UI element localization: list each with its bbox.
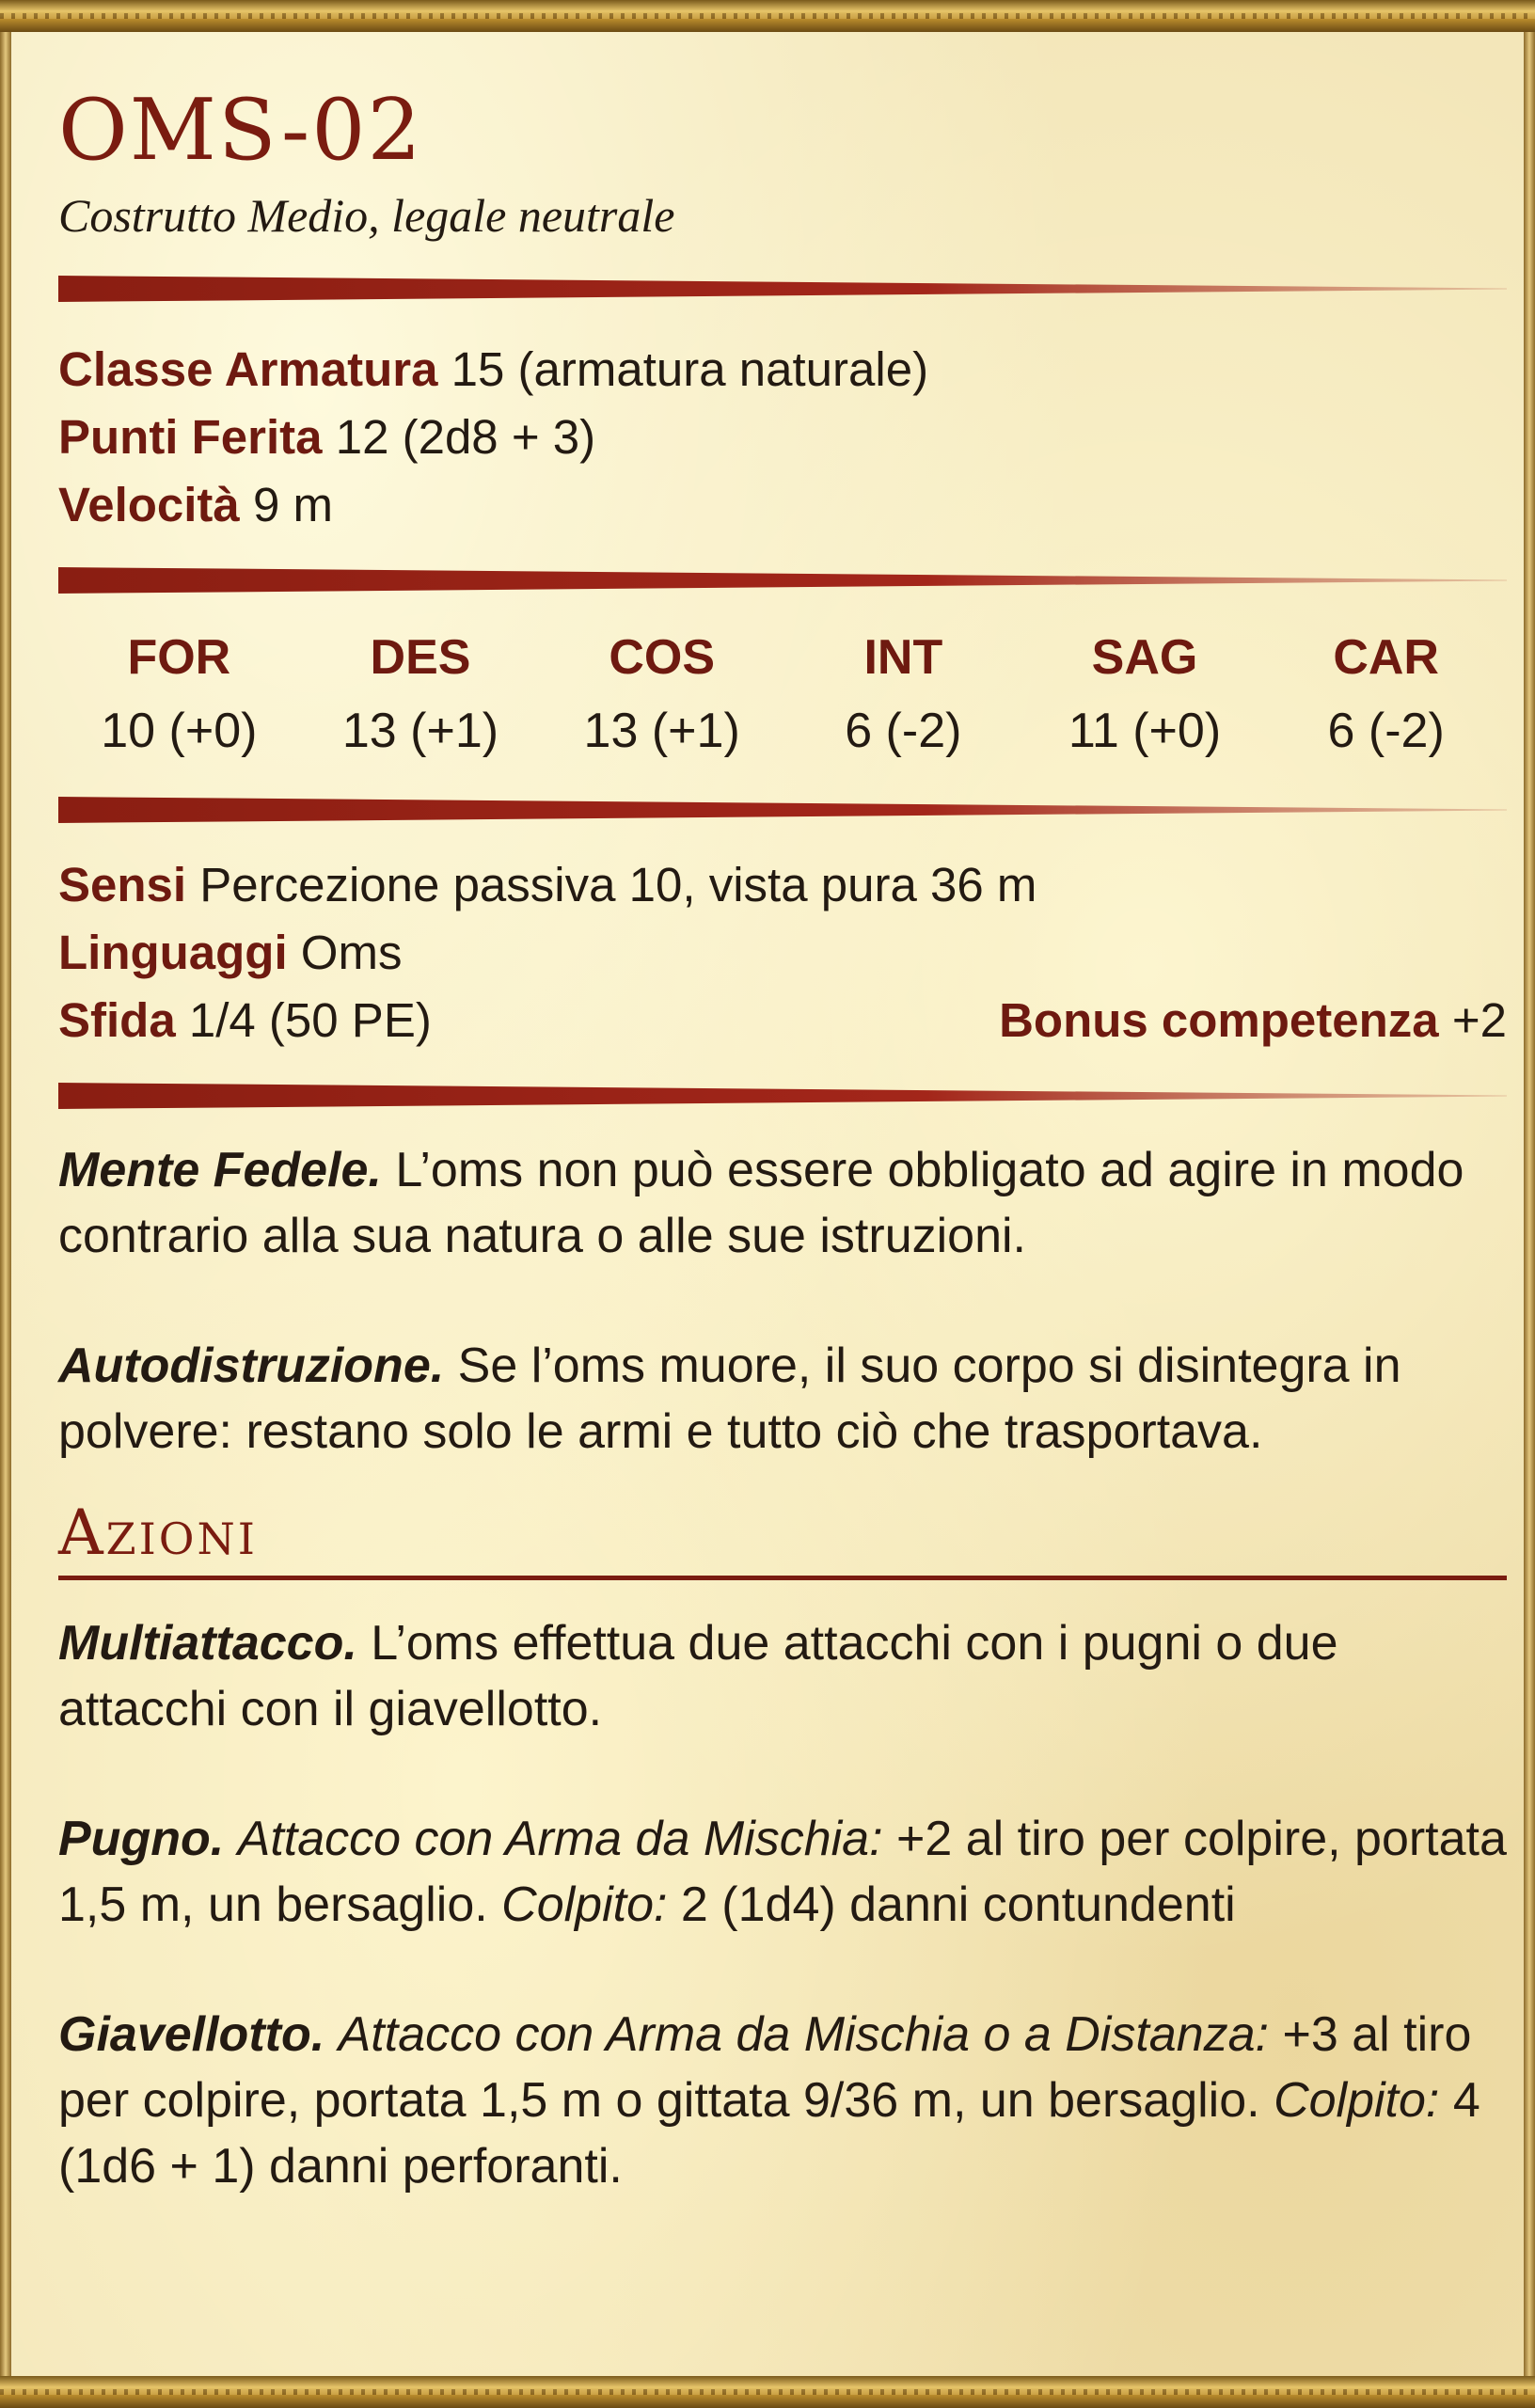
hit-points-line — [58, 404, 1507, 471]
languages-value: Oms — [300, 926, 403, 979]
action-name: Multiattacco. — [58, 1616, 357, 1671]
challenge — [58, 987, 432, 1054]
bottom-frame-border — [0, 2376, 1535, 2408]
ability-int — [783, 622, 1024, 768]
trait-text: Se l’oms muore, il suo corpo si disintegra in polvere: restano solo le armi e tutto ciò che trasportava. — [58, 1339, 1401, 1459]
creature-type: Costrutto Medio, legale neutrale — [58, 189, 675, 242]
attack-text: +2 al tiro per colpire, portata 1,5 m, un bersaglio. — [58, 1812, 1507, 1932]
proficiency-bonus — [999, 987, 1507, 1054]
trait-self-destruct — [58, 1333, 1507, 1465]
senses-value: Percezione passiva 10, vista pura 36 m — [199, 858, 1037, 911]
actions-title: Azioni — [58, 1497, 258, 1569]
armor-class-value: 15 (armatura naturale) — [451, 342, 929, 396]
speed-label: Velocità — [58, 478, 240, 531]
spacer — [58, 1269, 1507, 1333]
action-text: L’oms effettua due attacchi con i pugni o due attacchi con il giavellotto. — [58, 1616, 1338, 1736]
spacer — [58, 1742, 1507, 1806]
ability-wis — [1024, 622, 1266, 768]
left-frame-border — [0, 32, 11, 2376]
spacer — [58, 1938, 1507, 2002]
ability-name: SAG — [1091, 630, 1198, 685]
stat-block-card — [11, 32, 1524, 2376]
speed-value: 9 m — [252, 478, 333, 531]
senses-label: Sensi — [58, 858, 187, 911]
stat-block-content — [58, 81, 1507, 2199]
ability-value: 11 (+0) — [1068, 704, 1222, 758]
challenge-line — [58, 987, 1507, 1054]
ability-value: 10 (+0) — [101, 704, 258, 758]
ability-value: 6 (-2) — [1327, 704, 1445, 758]
actions-heading — [58, 1497, 1507, 1580]
divider-rule — [58, 276, 1507, 302]
attack-type: Attacco con Arma da Mischia o a Distanza: — [338, 2007, 1270, 2062]
top-frame-border — [0, 0, 1535, 32]
languages-label: Linguaggi — [58, 926, 288, 979]
attack-type: Attacco con Arma da Mischia: — [237, 1812, 883, 1866]
armor-class-label: Classe Armatura — [58, 342, 438, 396]
divider-rule — [58, 1083, 1507, 1109]
hit-points-label: Punti Ferita — [58, 410, 323, 464]
ability-value: 13 (+1) — [583, 704, 740, 758]
trait-name: Autodistruzione. — [58, 1339, 445, 1393]
divider-rule — [58, 797, 1507, 823]
action-punch — [58, 1806, 1507, 1938]
ability-cha — [1265, 622, 1507, 768]
trait-faithful-mind — [58, 1137, 1507, 1269]
challenge-value: 1/4 (50 PE) — [188, 993, 432, 1047]
divider-rule — [58, 567, 1507, 594]
action-name: Pugno. — [58, 1812, 225, 1866]
ability-dex — [300, 622, 542, 768]
trait-text: L’oms non può essere obbligato ad agire in modo contrario alla sua natura o alle sue istruzioni. — [58, 1143, 1464, 1263]
hit-label: Colpito: — [501, 1877, 668, 1932]
proficiency-label: Bonus competenza — [999, 993, 1439, 1047]
speed-line — [58, 471, 1507, 539]
challenge-label: Sfida — [58, 993, 176, 1047]
ability-con — [541, 622, 783, 768]
ability-name: COS — [609, 630, 715, 685]
proficiency-value: +2 — [1451, 993, 1507, 1047]
attack-text: +3 al tiro per colpire, portata 1,5 m o gittata 9/36 m, un bersaglio. — [58, 2007, 1472, 2128]
creature-name: OMS-02 — [58, 81, 423, 180]
ability-scores — [58, 622, 1507, 768]
ability-value: 6 (-2) — [845, 704, 962, 758]
ability-name: DES — [370, 630, 471, 685]
ability-name: CAR — [1333, 630, 1439, 685]
action-javelin — [58, 2002, 1507, 2199]
hit-text: 4 (1d6 + 1) danni perforanti. — [58, 2073, 1480, 2194]
trait-name: Mente Fedele. — [58, 1143, 382, 1197]
action-multiattack — [58, 1610, 1507, 1742]
ability-name: INT — [863, 630, 943, 685]
ability-name: FOR — [127, 630, 231, 685]
armor-class-line — [58, 336, 1507, 404]
hit-points-value: 12 (2d8 + 3) — [335, 410, 596, 464]
right-frame-border — [1524, 32, 1535, 2376]
action-name: Giavellotto. — [58, 2007, 325, 2062]
hit-text: 2 (1d4) danni contundenti — [680, 1877, 1236, 1932]
senses-line — [58, 851, 1507, 919]
ability-str — [58, 622, 300, 768]
hit-label: Colpito: — [1274, 2073, 1440, 2128]
ability-value: 13 (+1) — [341, 704, 499, 758]
languages-line — [58, 919, 1507, 987]
